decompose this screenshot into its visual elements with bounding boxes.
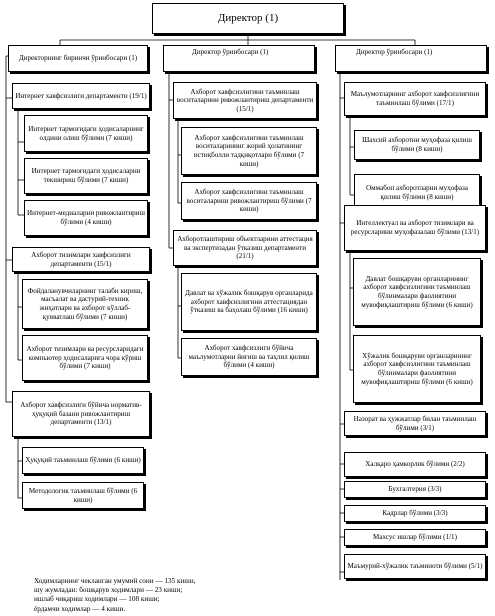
unit-box bbox=[24, 115, 148, 152]
intellectual-systems-department bbox=[344, 205, 486, 251]
unit-label: Ахборот хавфсизлигини таъминлаш воситаларининг жорий ҳолатининг истиқболли тадқиқотлари бўлими (7 киши) bbox=[193, 133, 305, 168]
special-affairs-unit bbox=[344, 529, 486, 546]
deputy-right-box bbox=[335, 45, 487, 72]
unit-label: Ахборот хавфсизлиги бўйича маълумотларни йиғиш ва таҳлил қилиш бўлими (4 киши) bbox=[188, 344, 310, 370]
deputy-mid-label: Директор ўринбосари (1) bbox=[192, 48, 269, 56]
unit-label: Халқаро ҳамкорлик бўлими (2/2) bbox=[365, 460, 465, 469]
deputy-right-label: Директор ўринбосари (1) bbox=[356, 48, 433, 56]
unit-label: Хўжалик бошқаруви органларининг ахборот хавфсизлигини таъминлаш бўлинмалари фаолиятини мувофиқлаштириш бўлими (6 киши) bbox=[361, 351, 473, 386]
unit-box bbox=[181, 127, 317, 175]
unit-box bbox=[22, 482, 144, 509]
legal-framework-department bbox=[12, 391, 150, 437]
staff-summary-line: шу жумладан: бошқарув ходимлари — 23 киши; bbox=[34, 586, 183, 595]
dept-label: Интернет хавфсизлиги департаменти (19/1) bbox=[15, 91, 147, 100]
international-unit bbox=[344, 452, 486, 477]
unit-box bbox=[181, 273, 317, 331]
unit-box bbox=[22, 335, 148, 381]
unit-box bbox=[353, 258, 481, 326]
unit-box bbox=[24, 200, 148, 236]
control-documents-unit bbox=[344, 411, 486, 436]
unit-label: Ҳуқуқий таъминлаш бўлими (6 киши) bbox=[25, 456, 141, 465]
unit-label: Давлат ва хўжалик бошқарув органларида ахборот хавфсизлигини аттестациядан ўтказиш ва баҳолаш бўлими (16 киши) bbox=[185, 289, 313, 315]
dept-label: Ахборот тизимлари хавфсизлиги департаменти (15/1) bbox=[31, 250, 131, 268]
first-deputy-box bbox=[8, 45, 148, 72]
unit-label: Интернет тармоғидаги ҳодисаларни текшириш бўлими (7 киши) bbox=[31, 167, 141, 184]
accounting-unit bbox=[344, 481, 486, 498]
staff-summary-line: Ходимларнинг чекланган умумий сони — 135 киши, bbox=[34, 577, 196, 585]
unit-label: Кадрлар бўлими (3/3) bbox=[382, 509, 448, 518]
dept-label: Ахборот хавфсизлиги бўйича норматив-ҳуқуқий базани ривожлантириш департаменти (13/1) bbox=[20, 401, 142, 427]
unit-label: Маъмурий-хўжалик таъминоти бўлими (5/1) bbox=[347, 562, 483, 571]
director-label: Директор (1) bbox=[217, 11, 279, 24]
unit-label: Махсус ишлар бўлими (1/1) bbox=[373, 533, 457, 542]
hr-unit bbox=[344, 505, 486, 522]
internet-security-department bbox=[12, 83, 150, 109]
unit-box bbox=[181, 182, 317, 220]
attestation-department bbox=[173, 230, 317, 266]
dept-label: Маълумотларнинг ахборот хавфсизлигини таъминлаш бўлими (17/1) bbox=[350, 90, 480, 107]
dept-label: Ахборот хавфсизлигини таъминлаш воситаларини ривожлантириш департаменти (15/1) bbox=[176, 87, 314, 113]
unit-label: Фойдаланувчиларнинг талаби кириш, масъалат ва дастурий-техник жиҳатлари ва ахборот кўллаб-қувватлаш бўлими (7 киши) bbox=[27, 286, 143, 321]
unit-label: Ахборот тизимлари ва ресурсларидаги компьютер ҳодисаларига чора кўриш бўлими (7 киши) bbox=[26, 345, 144, 371]
first-deputy-label: Директорнинг биринчи ўринбосари (1) bbox=[18, 54, 138, 63]
unit-label: Шахсий ахборотни муҳофаза қилиш бўлими (8 киши) bbox=[362, 136, 472, 153]
director-box bbox=[152, 3, 344, 34]
staff-summary-line: ишлаб чиқариш ходимлари — 108 киши; bbox=[34, 595, 160, 604]
staff-summary-line: ёрдамчи ходимлар — 4 киши. bbox=[34, 604, 126, 613]
admin-support-unit bbox=[344, 554, 486, 579]
staff-summary-note bbox=[34, 577, 195, 614]
unit-box bbox=[22, 279, 148, 329]
unit-label: Интернет тармоғидаги ҳодисаларнинг олдини олиш бўлими (7 киши) bbox=[28, 124, 144, 142]
unit-label: Интернет-медиаларни ривожлантириш бўлими (4 киши) bbox=[27, 209, 145, 226]
dept-label: Ахборотлаштириш объектларини аттестация ва экспертизадан ўтказиш департаменти (21/1) bbox=[177, 235, 313, 261]
unit-label: Ахборот хавфсизлигини таъминлаш воситаларини ривожлантириш бўлими (7 киши) bbox=[186, 188, 312, 214]
unit-box bbox=[354, 130, 480, 160]
unit-box bbox=[22, 447, 144, 474]
unit-label: Методологик таъминлаш бўлими (6 киши) bbox=[28, 486, 138, 504]
deputy-mid-box bbox=[163, 45, 315, 72]
security-tools-department bbox=[173, 82, 317, 119]
info-systems-security-department bbox=[12, 247, 150, 272]
unit-box bbox=[181, 338, 317, 376]
unit-box bbox=[353, 335, 481, 403]
data-security-department bbox=[344, 82, 486, 116]
dept-label: Интеллектуал ва ахборот тизимлари ва ресурсларини муҳофазалаш бўлими (13/1) bbox=[350, 219, 480, 236]
unit-label: Бухгалтерия (3/3) bbox=[388, 485, 442, 494]
unit-label: Назорат ва ҳужжатлар билан таъминлаш бўлими (3/1) bbox=[353, 414, 477, 432]
unit-label: Оммабоп ахборотларни муҳофаза қилиш бўлими (8 киши) bbox=[366, 184, 468, 201]
unit-box bbox=[24, 158, 148, 194]
unit-label: Давлат бошқаруви органларининг ахборот хавфсизлигини таъминлаш бўлинмалари фаолиятини мувофиқлаштириш бўлими (6 киши) bbox=[361, 274, 473, 309]
